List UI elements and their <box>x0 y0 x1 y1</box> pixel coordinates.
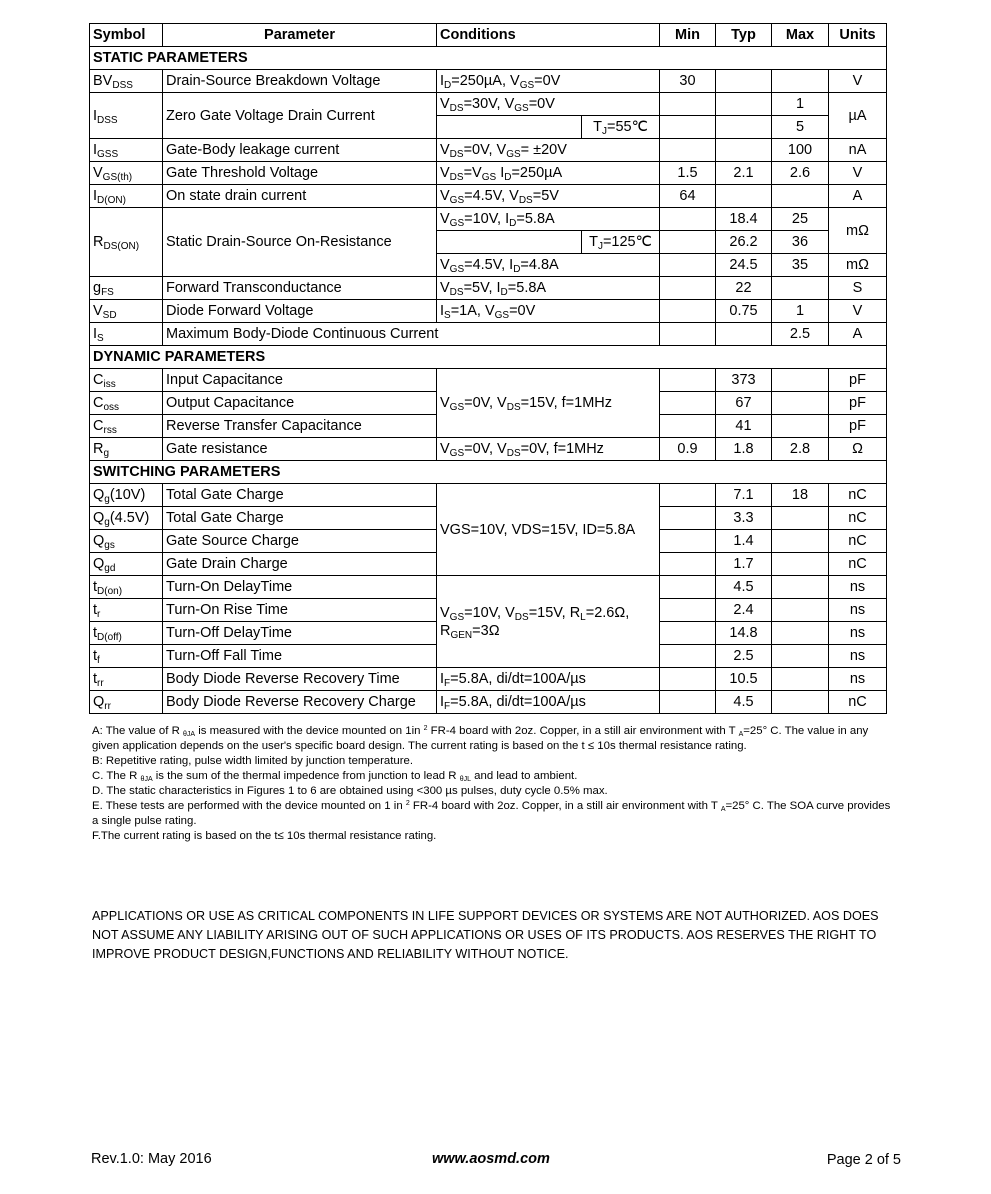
parameter-cell: Total Gate Charge <box>163 507 437 530</box>
unit-cell: nC <box>829 530 887 553</box>
conditions-cell: $V_{DS}=30V$, $V_{GS}=0V$ <box>437 93 660 116</box>
symbol-cell: $Q_g(10V)$ <box>90 484 163 507</box>
parameter-cell: Gate Threshold Voltage <box>163 162 437 185</box>
typ-cell <box>716 139 772 162</box>
min-cell <box>660 530 716 553</box>
header-typ: Typ <box>716 24 772 47</box>
parameter-cell: Reverse Transfer Capacitance <box>163 415 437 438</box>
conditions-cell: $I_S=1A$, $V_{GS}=0V$ <box>437 300 660 323</box>
typ-cell: 14.8 <box>716 622 772 645</box>
conditions-cell: VGS=10V, VDS=15V, ID=5.8A <box>437 484 660 576</box>
typ-cell <box>716 70 772 93</box>
typ-cell: 1.7 <box>716 553 772 576</box>
unit-cell: V <box>829 70 887 93</box>
parameter-cell: Output Capacitance <box>163 392 437 415</box>
max-cell <box>772 369 829 392</box>
typ-cell <box>716 116 772 139</box>
parameter-cell: Zero Gate Voltage Drain Current <box>163 93 437 139</box>
symbol-cell: $I_S$ <box>90 323 163 346</box>
parameter-cell: Static Drain-Source On-Resistance <box>163 208 437 277</box>
unit-cell: nC <box>829 553 887 576</box>
max-cell: 100 <box>772 139 829 162</box>
min-cell <box>660 622 716 645</box>
conditions-cell: $V_{GS}=10V$, $I_D=5.8A$ <box>437 208 660 231</box>
symbol-cell: $t_{D(on)}$ <box>90 576 163 599</box>
max-cell <box>772 530 829 553</box>
table-row <box>90 162 887 185</box>
typ-cell: 2.5 <box>716 645 772 668</box>
max-cell: 1 <box>772 93 829 116</box>
note-a: A: The value of R $_{\theta JA}$ is measured with the device mounted on 1in $^2$ FR-4 board with 2oz. Copper, in a still air environment with T $_A$=25° C. The value in any given application depends on the user's specific board design. The current rating is based on the t ≤ 10s thermal resistance rating. <box>92 725 869 752</box>
unit-cell: nC <box>829 484 887 507</box>
symbol-cell: $I_{D(ON)}$ <box>90 185 163 208</box>
min-cell <box>660 93 716 116</box>
min-cell <box>660 231 716 254</box>
conditions-cell: $I_D=250\mu A$, $V_{GS}=0V$ <box>437 70 660 93</box>
max-cell <box>772 599 829 622</box>
header-min: Min <box>660 24 716 47</box>
parameter-cell: Gate Source Charge <box>163 530 437 553</box>
parameter-cell: Body Diode Reverse Recovery Charge <box>163 691 437 714</box>
table-row <box>90 576 887 599</box>
conditions-cell: $V_{GS}=0V$, $V_{DS}=0V$, f=1MHz <box>437 438 660 461</box>
conditions-cell: $V_{DS}=0V$, $V_{GS}= \pm 20V$ <box>437 139 660 162</box>
min-cell <box>660 415 716 438</box>
parameter-cell: Turn-On DelayTime <box>163 576 437 599</box>
min-cell <box>660 553 716 576</box>
header-max: Max <box>772 24 829 47</box>
conditions-cell: $V_{GS}=10V$, $V_{DS}=15V$, $R_L=2.6\Omega$, $R_{GEN}=3\Omega$ <box>437 576 660 668</box>
unit-cell: S <box>829 277 887 300</box>
max-cell <box>772 277 829 300</box>
min-cell <box>660 668 716 691</box>
min-cell <box>660 139 716 162</box>
typ-cell: 22 <box>716 277 772 300</box>
note-e: E. These tests are performed with the device mounted on 1 in $^2$ FR-4 board with 2oz. Copper, in a still air environment with T $_A$=25° C. The SOA curve provides a single pulse rating. <box>92 800 891 827</box>
typ-cell <box>716 185 772 208</box>
website-link[interactable]: www.aosmd.com <box>432 1151 550 1167</box>
parameter-cell: Turn-Off Fall Time <box>163 645 437 668</box>
typ-cell: 4.5 <box>716 576 772 599</box>
table-row <box>90 208 887 231</box>
revision-label: Rev.1.0: May 2016 <box>91 1151 212 1167</box>
unit-cell: ns <box>829 599 887 622</box>
symbol-cell: $I_{DSS}$ <box>90 93 163 139</box>
conditions-cell-blank <box>437 323 660 346</box>
unit-cell: mΩ <box>829 208 887 254</box>
typ-cell: 1.4 <box>716 530 772 553</box>
parameter-cell: Input Capacitance <box>163 369 437 392</box>
unit-cell: pF <box>829 369 887 392</box>
typ-cell: 373 <box>716 369 772 392</box>
symbol-cell: $C_{oss}$ <box>90 392 163 415</box>
symbol-cell: $g_{FS}$ <box>90 277 163 300</box>
symbol-cell: $C_{rss}$ <box>90 415 163 438</box>
parameter-cell: Gate resistance <box>163 438 437 461</box>
unit-cell: µA <box>829 93 887 139</box>
conditions-cell-blank <box>437 116 582 139</box>
max-cell: 36 <box>772 231 829 254</box>
max-cell <box>772 392 829 415</box>
unit-cell: ns <box>829 622 887 645</box>
typ-cell: 4.5 <box>716 691 772 714</box>
max-cell: 25 <box>772 208 829 231</box>
max-cell <box>772 185 829 208</box>
table-row <box>90 668 887 691</box>
max-cell: 35 <box>772 254 829 277</box>
note-f: F.The current rating is based on the t≤ 10s thermal resistance rating. <box>92 830 437 842</box>
symbol-cell: $t_{D(off)}$ <box>90 622 163 645</box>
conditions-cell: $I_F=5.8A$, di/dt=100A/µs <box>437 691 660 714</box>
min-cell <box>660 507 716 530</box>
parameter-cell: Maximum Body-Diode Continuous Current <box>163 323 437 346</box>
unit-cell: A <box>829 323 887 346</box>
unit-cell: ns <box>829 576 887 599</box>
typ-cell: 0.75 <box>716 300 772 323</box>
min-cell <box>660 300 716 323</box>
note-c: C. The R $_{\theta JA}$ is the sum of the thermal impedence from junction to lead R $_{\theta JL}$ and lead to ambient. <box>92 770 578 783</box>
section-static: STATIC PARAMETERS <box>90 47 887 70</box>
conditions-cell: $T_J=125℃$ <box>582 231 660 254</box>
parameter-cell: Turn-On Rise Time <box>163 599 437 622</box>
table-row <box>90 185 887 208</box>
min-cell <box>660 691 716 714</box>
section-switching: SWITCHING PARAMETERS <box>90 461 887 484</box>
max-cell <box>772 576 829 599</box>
disclaimer: APPLICATIONS OR USE AS CRITICAL COMPONENTS IN LIFE SUPPORT DEVICES OR SYSTEMS ARE NOT AUTHORIZED. AOS DOES NOT ASSUME ANY LIABILITY ARISING OUT OF SUCH APPLICATIONS OR USES OF ITS PRODUCTS. AOS RESERVES THE RIGHT TO IMPROVE PRODUCT DESIGN,FUNCTIONS AND RELIABILITY WITHOUT NOTICE. <box>92 909 879 961</box>
unit-cell: nA <box>829 139 887 162</box>
min-cell <box>660 369 716 392</box>
min-cell <box>660 645 716 668</box>
typ-cell <box>716 93 772 116</box>
header-symbol: Symbol <box>90 24 163 47</box>
symbol-cell: $Q_{gs}$ <box>90 530 163 553</box>
conditions-cell-blank <box>437 231 582 254</box>
min-cell: 1.5 <box>660 162 716 185</box>
symbol-cell: $V_{SD}$ <box>90 300 163 323</box>
parameter-cell: On state drain current <box>163 185 437 208</box>
typ-cell: 1.8 <box>716 438 772 461</box>
conditions-cell: $I_F=5.8A$, di/dt=100A/µs <box>437 668 660 691</box>
unit-cell: Ω <box>829 438 887 461</box>
parameter-cell: Body Diode Reverse Recovery Time <box>163 668 437 691</box>
max-cell <box>772 645 829 668</box>
symbol-cell: $Q_g(4.5V)$ <box>90 507 163 530</box>
table-row <box>90 300 887 323</box>
symbol-cell: $Q_{gd}$ <box>90 553 163 576</box>
max-cell <box>772 691 829 714</box>
typ-cell: 2.4 <box>716 599 772 622</box>
max-cell: 2.8 <box>772 438 829 461</box>
table-row <box>90 323 887 346</box>
min-cell <box>660 208 716 231</box>
min-cell <box>660 599 716 622</box>
unit-cell: mΩ <box>829 254 887 277</box>
symbol-cell: $R_{DS(ON)}$ <box>90 208 163 277</box>
min-cell: 30 <box>660 70 716 93</box>
parameter-cell: Forward Transconductance <box>163 277 437 300</box>
unit-cell: pF <box>829 415 887 438</box>
typ-cell: 10.5 <box>716 668 772 691</box>
min-cell <box>660 484 716 507</box>
table-row <box>90 277 887 300</box>
unit-cell: ns <box>829 645 887 668</box>
parameter-cell: Gate-Body leakage current <box>163 139 437 162</box>
typ-cell: 3.3 <box>716 507 772 530</box>
section-dynamic: DYNAMIC PARAMETERS <box>90 346 887 369</box>
unit-cell: V <box>829 300 887 323</box>
typ-cell: 24.5 <box>716 254 772 277</box>
symbol-cell: $I_{GSS}$ <box>90 139 163 162</box>
parameter-cell: Diode Forward Voltage <box>163 300 437 323</box>
min-cell <box>660 392 716 415</box>
unit-cell: nC <box>829 507 887 530</box>
max-cell <box>772 70 829 93</box>
max-cell <box>772 507 829 530</box>
header-conditions: Conditions <box>437 24 660 47</box>
max-cell <box>772 622 829 645</box>
typ-cell: 7.1 <box>716 484 772 507</box>
min-cell <box>660 116 716 139</box>
parameter-cell: Turn-Off DelayTime <box>163 622 437 645</box>
typ-cell: 26.2 <box>716 231 772 254</box>
parameter-cell: Total Gate Charge <box>163 484 437 507</box>
conditions-cell: $V_{GS}=4.5V$, $I_D=4.8A$ <box>437 254 660 277</box>
parameter-cell: Gate Drain Charge <box>163 553 437 576</box>
conditions-cell: $V_{GS}=4.5V$, $V_{DS}=5V$ <box>437 185 660 208</box>
symbol-cell: $t_f$ <box>90 645 163 668</box>
note-d: D. The static characteristics in Figures 1 to 6 are obtained using <300 µs pulses, duty cycle 0.5% max. <box>92 785 608 797</box>
conditions-cell: $T_J=55℃$ <box>582 116 660 139</box>
max-cell <box>772 415 829 438</box>
page-number: Page 2 of 5 <box>826 1152 901 1168</box>
header-parameter: Parameter <box>163 24 437 47</box>
min-cell: 0.9 <box>660 438 716 461</box>
table-row <box>90 691 887 714</box>
typ-cell: 67 <box>716 392 772 415</box>
symbol-cell: $Q_{rr}$ <box>90 691 163 714</box>
max-cell: 18 <box>772 484 829 507</box>
unit-cell: pF <box>829 392 887 415</box>
table-row <box>90 438 887 461</box>
table-row <box>90 93 887 116</box>
symbol-cell: $V_{GS(th)}$ <box>90 162 163 185</box>
min-cell <box>660 277 716 300</box>
unit-cell: A <box>829 185 887 208</box>
parameter-cell: Drain-Source Breakdown Voltage <box>163 70 437 93</box>
electrical-characteristics-table <box>89 23 887 714</box>
min-cell: 64 <box>660 185 716 208</box>
max-cell: 1 <box>772 300 829 323</box>
max-cell <box>772 553 829 576</box>
typ-cell: 18.4 <box>716 208 772 231</box>
symbol-cell: $C_{iss}$ <box>90 369 163 392</box>
unit-cell: nC <box>829 691 887 714</box>
typ-cell: 41 <box>716 415 772 438</box>
max-cell: 5 <box>772 116 829 139</box>
min-cell <box>660 576 716 599</box>
table-row <box>90 139 887 162</box>
unit-cell: V <box>829 162 887 185</box>
typ-cell <box>716 323 772 346</box>
max-cell: 2.6 <box>772 162 829 185</box>
header-units: Units <box>829 24 887 47</box>
footnotes <box>92 724 892 844</box>
symbol-cell: $BV_{DSS}$ <box>90 70 163 93</box>
min-cell <box>660 323 716 346</box>
symbol-cell: $R_g$ <box>90 438 163 461</box>
unit-cell: ns <box>829 668 887 691</box>
symbol-cell: $t_{rr}$ <box>90 668 163 691</box>
conditions-cell: $V_{GS}=0V$, $V_{DS}=15V$, f=1MHz <box>437 369 660 438</box>
max-cell <box>772 668 829 691</box>
max-cell: 2.5 <box>772 323 829 346</box>
table-row <box>90 369 887 392</box>
symbol-cell: $t_r$ <box>90 599 163 622</box>
table-row <box>90 70 887 93</box>
table-row <box>90 484 887 507</box>
note-b: B: Repetitive rating, pulse width limited by junction temperature. <box>92 755 413 767</box>
min-cell <box>660 254 716 277</box>
conditions-cell: $V_{DS}=5V$, $I_D=5.8A$ <box>437 277 660 300</box>
typ-cell: 2.1 <box>716 162 772 185</box>
conditions-cell: $V_{DS}=V_{GS}$ $I_D=250\mu A$ <box>437 162 660 185</box>
header-row <box>90 24 887 47</box>
